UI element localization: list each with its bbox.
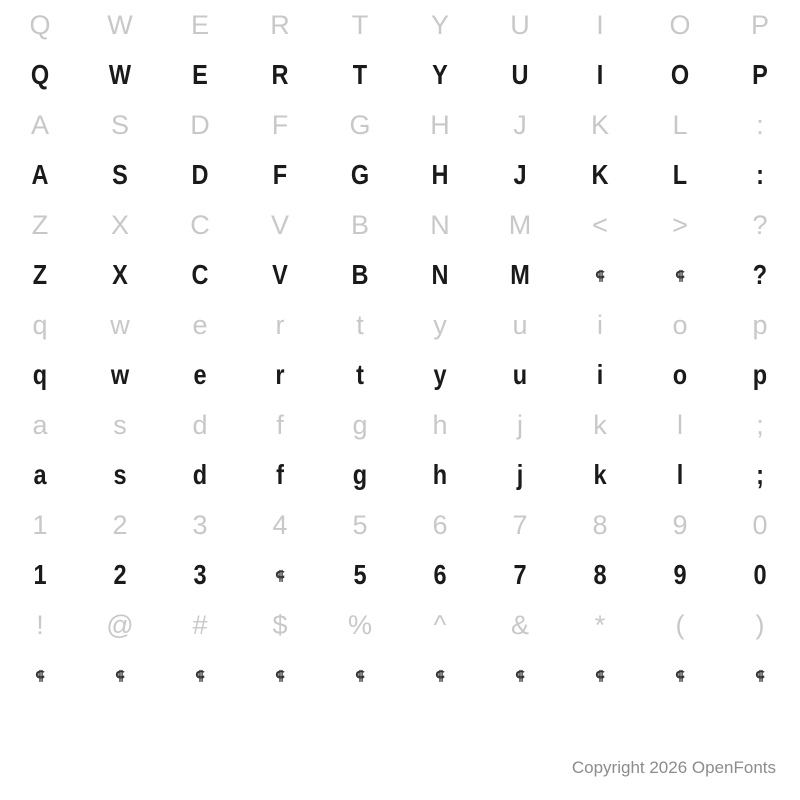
- glyph-cell: p: [752, 309, 768, 340]
- glyph-cell: ?: [752, 259, 768, 290]
- glyph-cell: u: [512, 309, 528, 340]
- glyph-cell: l: [676, 459, 684, 490]
- glyph-cell: 7: [512, 509, 528, 540]
- glyph-cell: :: [756, 109, 764, 140]
- glyph-cell: 8: [593, 559, 607, 590]
- glyph-cell: f: [276, 459, 284, 490]
- glyph-cell: k: [593, 459, 607, 490]
- glyph-cell: K: [591, 159, 609, 190]
- glyph-cell: E: [192, 59, 208, 90]
- glyph-cell: U: [510, 9, 530, 40]
- glyph-cell: K: [590, 109, 609, 140]
- glyph-cell: 9: [673, 559, 687, 590]
- notdef-mark: ⸿: [515, 667, 525, 683]
- glyph-cell: D: [191, 159, 209, 190]
- glyph-cell: ^: [433, 609, 447, 640]
- notdef-glyph-icon: [560, 269, 640, 282]
- glyph-cell: A: [31, 159, 49, 190]
- glyph-cell: d: [192, 459, 208, 490]
- glyph-cell: ;: [756, 459, 764, 490]
- glyph-cell: O: [669, 9, 691, 40]
- glyph-cell: J: [513, 109, 527, 140]
- glyph-cell: w: [110, 309, 130, 340]
- glyph-cell: 5: [352, 509, 368, 540]
- glyph-cell: o: [672, 309, 688, 340]
- glyph-cell: i: [596, 359, 604, 390]
- glyph-cell: Z: [32, 259, 48, 290]
- glyph-cell: E: [190, 9, 209, 40]
- glyph-cell: X: [112, 259, 128, 290]
- glyph-cell: Q: [30, 59, 50, 90]
- notdef-mark: ⸿: [595, 267, 605, 283]
- glyph-cell: t: [356, 309, 364, 340]
- glyph-cell: U: [511, 59, 529, 90]
- glyph-row: [0, 550, 800, 600]
- notdef-glyph-icon: [480, 669, 560, 682]
- glyph-cell: e: [192, 309, 208, 340]
- glyph-cell: W: [107, 9, 133, 40]
- notdef-glyph-icon: [640, 669, 720, 682]
- glyph-cell: H: [430, 109, 450, 140]
- notdef-glyph-icon: [720, 669, 800, 682]
- glyph-cell: L: [672, 159, 688, 190]
- glyph-cell: i: [597, 309, 603, 340]
- glyph-cell: O: [670, 59, 690, 90]
- glyph-row: [0, 200, 800, 250]
- glyph-cell: h: [432, 459, 448, 490]
- glyph-cell: d: [192, 409, 208, 440]
- glyph-cell: $: [272, 609, 288, 640]
- glyph-cell: g: [352, 409, 368, 440]
- glyph-cell: a: [33, 459, 47, 490]
- glyph-cell: X: [110, 209, 129, 240]
- glyph-cell: C: [191, 259, 209, 290]
- notdef-glyph-icon: [560, 669, 640, 682]
- glyph-cell: %: [347, 609, 372, 640]
- notdef-glyph-icon: [320, 669, 400, 682]
- glyph-cell: 2: [113, 559, 127, 590]
- glyph-cell: t: [356, 359, 364, 390]
- glyph-cell: (: [675, 609, 685, 640]
- glyph-cell: D: [190, 109, 210, 140]
- glyph-cell: 5: [353, 559, 367, 590]
- glyph-cell: I: [596, 59, 604, 90]
- glyph-cell: I: [596, 9, 604, 40]
- glyph-cell: C: [190, 209, 210, 240]
- glyph-cell: B: [351, 259, 369, 290]
- notdef-mark: ⸿: [195, 667, 205, 683]
- glyph-cell: Y: [430, 9, 449, 40]
- glyph-row: [0, 350, 800, 400]
- glyph-cell: a: [32, 409, 48, 440]
- glyph-cell: <: [592, 209, 608, 240]
- notdef-mark: ⸿: [275, 567, 285, 583]
- glyph-row: [0, 500, 800, 550]
- glyph-cell: L: [672, 109, 688, 140]
- notdef-mark: ⸿: [675, 267, 685, 283]
- copyright-notice: Copyright 2026 OpenFonts: [571, 758, 776, 777]
- glyph-cell: 8: [592, 509, 608, 540]
- notdef-mark: ⸿: [35, 667, 45, 683]
- glyph-cell: !: [36, 609, 44, 640]
- glyph-cell: 3: [193, 559, 207, 590]
- glyph-cell: s: [113, 409, 127, 440]
- notdef-mark: ⸿: [435, 667, 445, 683]
- glyph-cell: P: [752, 59, 768, 90]
- glyph-cell: p: [752, 359, 768, 390]
- notdef-glyph-icon: [240, 569, 320, 582]
- glyph-cell: q: [32, 359, 48, 390]
- glyph-cell: h: [432, 409, 448, 440]
- glyph-cell: 7: [513, 559, 527, 590]
- glyph-cell: >: [672, 209, 688, 240]
- notdef-glyph-icon: [80, 669, 160, 682]
- notdef-mark: ⸿: [675, 667, 685, 683]
- notdef-mark: ⸿: [595, 667, 605, 683]
- glyph-cell: o: [672, 359, 688, 390]
- glyph-cell: Y: [432, 59, 448, 90]
- glyph-cell: 1: [33, 559, 47, 590]
- notdef-glyph-icon: [400, 669, 480, 682]
- glyph-cell: R: [270, 9, 290, 40]
- glyph-cell: N: [431, 259, 449, 290]
- glyph-cell: A: [30, 109, 49, 140]
- notdef-mark: ⸿: [115, 667, 125, 683]
- glyph-cell: l: [677, 409, 683, 440]
- glyph-row: [0, 150, 800, 200]
- glyph-cell: Q: [29, 9, 51, 40]
- glyph-cell: e: [193, 359, 207, 390]
- glyph-cell: 6: [432, 509, 448, 540]
- glyph-row: [0, 600, 800, 650]
- notdef-glyph-icon: [640, 269, 720, 282]
- glyph-cell: 6: [433, 559, 447, 590]
- glyph-cell: 1: [32, 509, 48, 540]
- glyph-cell: 0: [752, 509, 768, 540]
- glyph-row: [0, 250, 800, 300]
- glyph-cell: f: [276, 409, 284, 440]
- glyph-cell: u: [512, 359, 528, 390]
- glyph-cell: N: [430, 209, 450, 240]
- glyph-cell: R: [271, 59, 289, 90]
- notdef-mark: ⸿: [755, 667, 765, 683]
- glyph-cell: s: [113, 459, 127, 490]
- glyph-cell: k: [593, 409, 607, 440]
- glyph-cell: ?: [752, 209, 768, 240]
- glyph-cell: j: [517, 409, 523, 440]
- glyph-cell: B: [350, 209, 369, 240]
- glyph-cell: P: [750, 9, 769, 40]
- glyph-cell: T: [351, 9, 369, 40]
- glyph-cell: 9: [672, 509, 688, 540]
- glyph-cell: r: [275, 359, 285, 390]
- notdef-glyph-icon: [0, 669, 80, 682]
- glyph-cell: G: [349, 109, 371, 140]
- notdef-glyph-icon: [160, 669, 240, 682]
- glyph-row: [0, 50, 800, 100]
- glyph-row: [0, 100, 800, 150]
- glyph-cell: 0: [753, 559, 767, 590]
- glyph-row: [0, 450, 800, 500]
- glyph-cell: ;: [756, 409, 764, 440]
- glyph-row: [0, 0, 800, 50]
- glyph-cell: F: [271, 109, 289, 140]
- glyph-cell: y: [433, 359, 447, 390]
- glyph-cell: r: [275, 309, 285, 340]
- glyph-cell: 4: [272, 509, 288, 540]
- glyph-cell: @: [106, 609, 134, 640]
- glyph-cell: w: [110, 359, 130, 390]
- glyph-cell: S: [112, 159, 128, 190]
- glyph-cell: V: [270, 209, 289, 240]
- glyph-row: [0, 400, 800, 450]
- glyph-cell: &: [510, 609, 529, 640]
- glyph-cell: W: [108, 59, 132, 90]
- glyph-cell: Z: [31, 209, 49, 240]
- glyph-cell: J: [513, 159, 527, 190]
- glyph-cell: j: [516, 459, 524, 490]
- glyph-cell: T: [352, 59, 368, 90]
- glyph-cell: y: [433, 309, 447, 340]
- notdef-mark: ⸿: [355, 667, 365, 683]
- glyph-cell: M: [510, 259, 530, 290]
- glyph-cell: :: [756, 159, 764, 190]
- glyph-cell: S: [110, 109, 129, 140]
- glyph-cell: G: [350, 159, 370, 190]
- glyph-cell: *: [594, 609, 606, 640]
- glyph-cell: q: [32, 309, 48, 340]
- notdef-mark: ⸿: [275, 667, 285, 683]
- glyph-row: [0, 650, 800, 700]
- glyph-cell: ): [755, 609, 765, 640]
- glyph-cell: #: [192, 609, 208, 640]
- notdef-glyph-icon: [240, 669, 320, 682]
- glyph-cell: g: [352, 459, 368, 490]
- glyph-row: [0, 300, 800, 350]
- glyph-cell: F: [272, 159, 288, 190]
- glyph-cell: V: [272, 259, 288, 290]
- glyph-cell: M: [508, 209, 532, 240]
- glyph-cell: 2: [112, 509, 128, 540]
- glyph-cell: 3: [192, 509, 208, 540]
- glyph-cell: H: [431, 159, 449, 190]
